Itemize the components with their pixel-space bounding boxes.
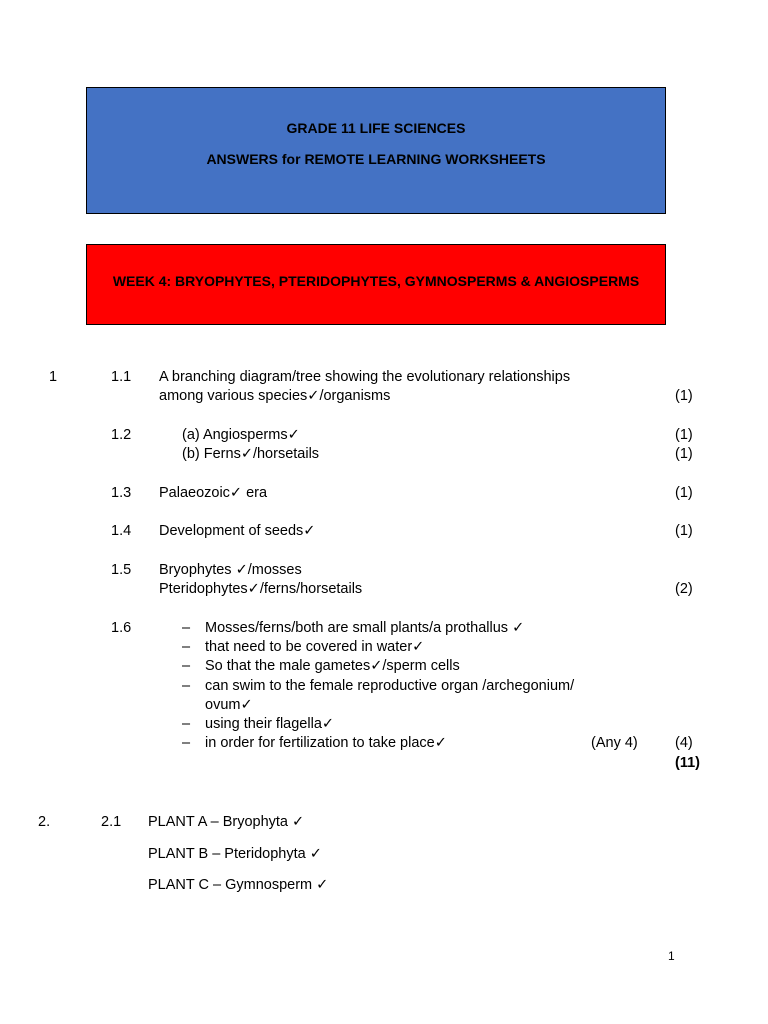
q1-6-item-2: that need to be covered in water✓ [205, 639, 425, 655]
q1-4-mark: (1) [675, 523, 693, 539]
q1-2-a-mark: (1) [675, 427, 693, 443]
q1-6-item-6: in order for fertilization to take place✓ [205, 735, 447, 751]
q2-1-plant-a: PLANT A – Bryophyta ✓ [148, 814, 305, 830]
q2-1-plant-b: PLANT B – Pteridophyta ✓ [148, 846, 322, 862]
q1-1-line2: among various species✓/organisms [159, 388, 391, 404]
bullet-dash: – [182, 735, 191, 751]
bullet-dash: – [182, 620, 191, 636]
q1-1-number: 1.1 [111, 369, 132, 385]
q1-2-number: 1.2 [111, 427, 132, 443]
bullet-dash: – [182, 716, 191, 732]
q1-4-number: 1.4 [111, 523, 132, 539]
week-box [86, 244, 666, 325]
q1-4-answer: Development of seeds✓ [159, 523, 316, 539]
header-box [86, 87, 666, 214]
q1-6-any: (Any 4) [591, 735, 638, 751]
q1-3-number: 1.3 [111, 485, 132, 501]
q1-1-line1: A branching diagram/tree showing the evolutionary relationships [159, 369, 571, 385]
q2-1-plant-c: PLANT C – Gymnosperm ✓ [148, 877, 329, 893]
q1-2-b-mark: (1) [675, 446, 693, 462]
bullet-dash: – [182, 639, 191, 655]
question-1-number: 1 [49, 369, 58, 385]
q1-6-item-4-cont: ovum✓ [205, 697, 253, 713]
q1-2-b: (b) Ferns✓/horsetails [182, 446, 320, 462]
q1-6-item-1: Mosses/ferns/both are small plants/a prothallus ✓ [205, 620, 525, 636]
q1-5-line1: Bryophytes ✓/mosses [159, 562, 302, 578]
q1-1-mark: (1) [675, 388, 693, 404]
week-title: WEEK 4: BRYOPHYTES, PTERIDOPHYTES, GYMNOSPERMS & ANGIOSPERMS [112, 273, 640, 289]
q1-3-answer: Palaeozoic✓ era [159, 485, 268, 501]
q1-5-line2: Pteridophytes✓/ferns/horsetails [159, 581, 363, 597]
q1-6-item-5: using their flagella✓ [205, 716, 335, 732]
q1-6-item-4: can swim to the female reproductive organ /archegonium/ [205, 678, 575, 694]
bullet-dash: – [182, 678, 191, 694]
q1-6-mark: (4) [675, 735, 693, 751]
document-subtitle: ANSWERS for REMOTE LEARNING WORKSHEETS [206, 151, 546, 167]
page-number: 1 [668, 949, 675, 963]
q1-2-a: (a) Angiosperms✓ [182, 427, 300, 443]
question-2-number: 2. [38, 814, 51, 830]
q1-6-item-3: So that the male gametes✓/sperm cells [205, 658, 460, 674]
document-title: GRADE 11 LIFE SCIENCES [286, 120, 466, 136]
bullet-dash: – [182, 658, 191, 674]
q1-5-mark: (2) [675, 581, 693, 597]
q1-3-mark: (1) [675, 485, 693, 501]
q1-total: (11) [675, 755, 700, 771]
q2-1-number: 2.1 [101, 814, 122, 830]
q1-6-number: 1.6 [111, 620, 132, 636]
q1-5-number: 1.5 [111, 562, 132, 578]
